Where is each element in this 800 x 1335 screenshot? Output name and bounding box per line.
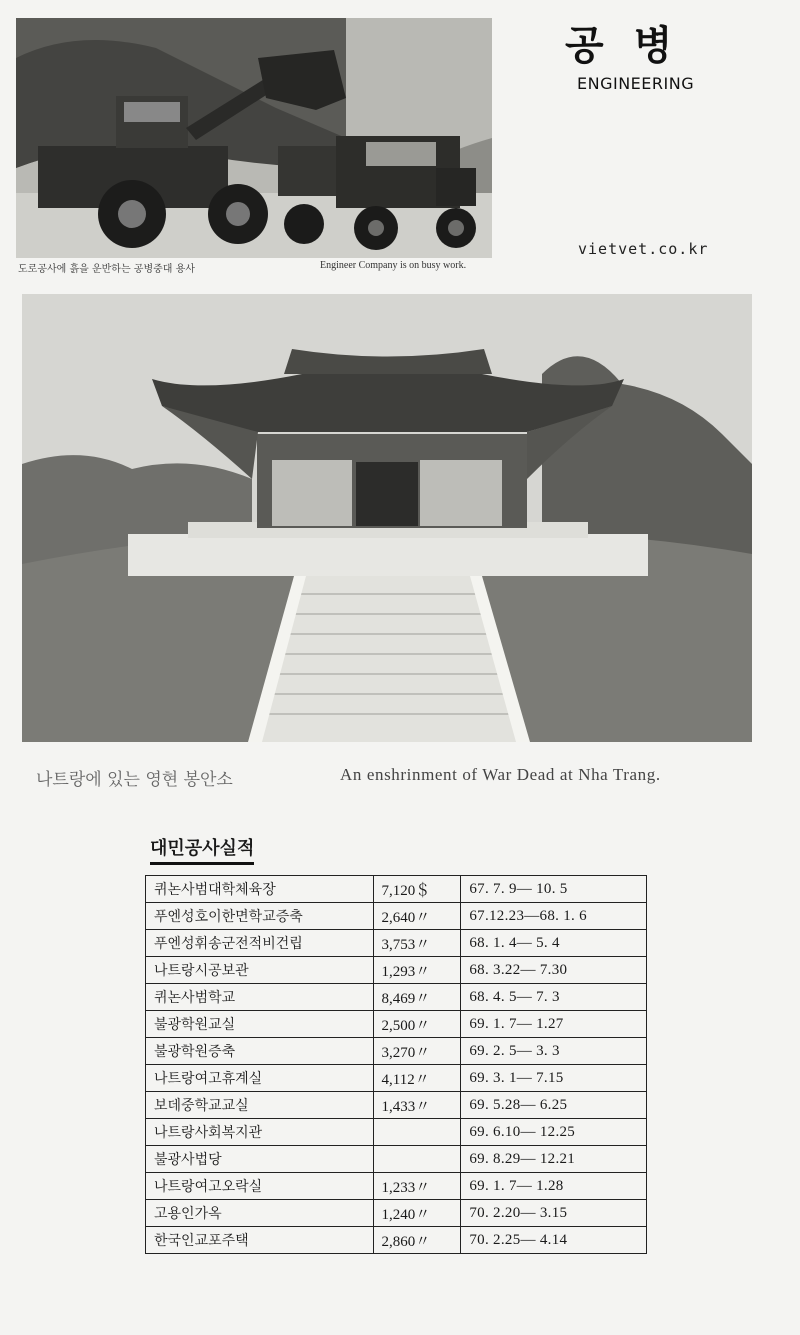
civil-works-table [145, 875, 647, 1254]
shrine-photo [22, 294, 752, 742]
project-name-cell: 푸엔성휘송군전적비건립 [146, 930, 374, 957]
project-cost-cell: 1,233〃 [373, 1173, 461, 1200]
table-row [146, 1065, 647, 1092]
project-period-cell: 67. 7. 9— 10. 5 [461, 876, 647, 903]
project-period-cell: 69. 3. 1— 7.15 [461, 1065, 647, 1092]
shrine-caption-english: An enshrinment of War Dead at Nha Trang. [340, 765, 661, 784]
project-name-cell: 보데중학교교실 [146, 1092, 374, 1119]
project-name-cell: 퀴논사범대학체육장 [146, 876, 374, 903]
project-cost-cell: 1,433〃 [373, 1092, 461, 1119]
project-name-cell: 불광학원교실 [146, 1011, 374, 1038]
project-period-cell: 68. 3.22— 7.30 [461, 957, 647, 984]
table-row [146, 1038, 647, 1065]
project-name-cell: 푸엔성호이한면학교증축 [146, 903, 374, 930]
project-period-cell: 70. 2.20— 3.15 [461, 1200, 647, 1227]
photo1-caption-english: Engineer Company is on busy work. [320, 260, 467, 271]
project-name-cell: 불광사법당 [146, 1146, 374, 1173]
photo1-caption-korean: 도로공사에 흙을 운반하는 공병중대 용사 [18, 264, 195, 275]
project-name-cell: 한국인교포주택 [146, 1227, 374, 1254]
project-cost-cell: 4,112〃 [373, 1065, 461, 1092]
project-cost-cell: 3,753〃 [373, 930, 461, 957]
project-period-cell: 67.12.23—68. 1. 6 [461, 903, 647, 930]
project-name-cell: 불광학원증축 [146, 1038, 374, 1065]
project-name-cell: 고용인가옥 [146, 1200, 374, 1227]
page-title-english: ENGINEERING [577, 74, 695, 93]
project-period-cell: 69. 2. 5— 3. 3 [461, 1038, 647, 1065]
project-name-cell: 나트랑사회복지관 [146, 1119, 374, 1146]
project-cost-cell: 1,240〃 [373, 1200, 461, 1227]
table-row [146, 957, 647, 984]
project-cost-cell: 7,120＄ [373, 876, 461, 903]
shrine-caption-korean: 나트랑에 있는 영현 봉안소 [36, 770, 233, 790]
project-period-cell: 69. 5.28— 6.25 [461, 1092, 647, 1119]
project-period-cell: 69. 1. 7— 1.28 [461, 1173, 647, 1200]
project-cost-cell: 1,293〃 [373, 957, 461, 984]
project-cost-cell: 2,860〃 [373, 1227, 461, 1254]
project-period-cell: 70. 2.25— 4.14 [461, 1227, 647, 1254]
table-row [146, 1011, 647, 1038]
site-watermark: vietvet.co.kr [578, 240, 709, 258]
project-name-cell: 퀴논사범학교 [146, 984, 374, 1011]
project-period-cell: 68. 1. 4— 5. 4 [461, 930, 647, 957]
table-row [146, 1227, 647, 1254]
project-cost-cell: 8,469〃 [373, 984, 461, 1011]
project-period-cell: 69. 6.10— 12.25 [461, 1119, 647, 1146]
page-title-korean: 공병 [565, 23, 703, 69]
table-row [146, 1119, 647, 1146]
table-row [146, 1173, 647, 1200]
project-period-cell: 69. 8.29— 12.21 [461, 1146, 647, 1173]
table-row [146, 1146, 647, 1173]
table-row [146, 930, 647, 957]
table-row [146, 984, 647, 1011]
project-period-cell: 68. 4. 5— 7. 3 [461, 984, 647, 1011]
project-cost-cell [373, 1146, 461, 1173]
project-name-cell: 나트랑여고오락실 [146, 1173, 374, 1200]
project-name-cell: 나트랑여고휴계실 [146, 1065, 374, 1092]
table-row [146, 903, 647, 930]
project-cost-cell [373, 1119, 461, 1146]
project-cost-cell: 2,640〃 [373, 903, 461, 930]
table-row [146, 1200, 647, 1227]
project-cost-cell: 2,500〃 [373, 1011, 461, 1038]
works-section-title: 대민공사실적 [150, 834, 254, 865]
table-row [146, 876, 647, 903]
project-cost-cell: 3,270〃 [373, 1038, 461, 1065]
table-row [146, 1092, 647, 1119]
engineer-work-photo [16, 18, 492, 258]
project-period-cell: 69. 1. 7— 1.27 [461, 1011, 647, 1038]
project-name-cell: 나트랑시공보관 [146, 957, 374, 984]
